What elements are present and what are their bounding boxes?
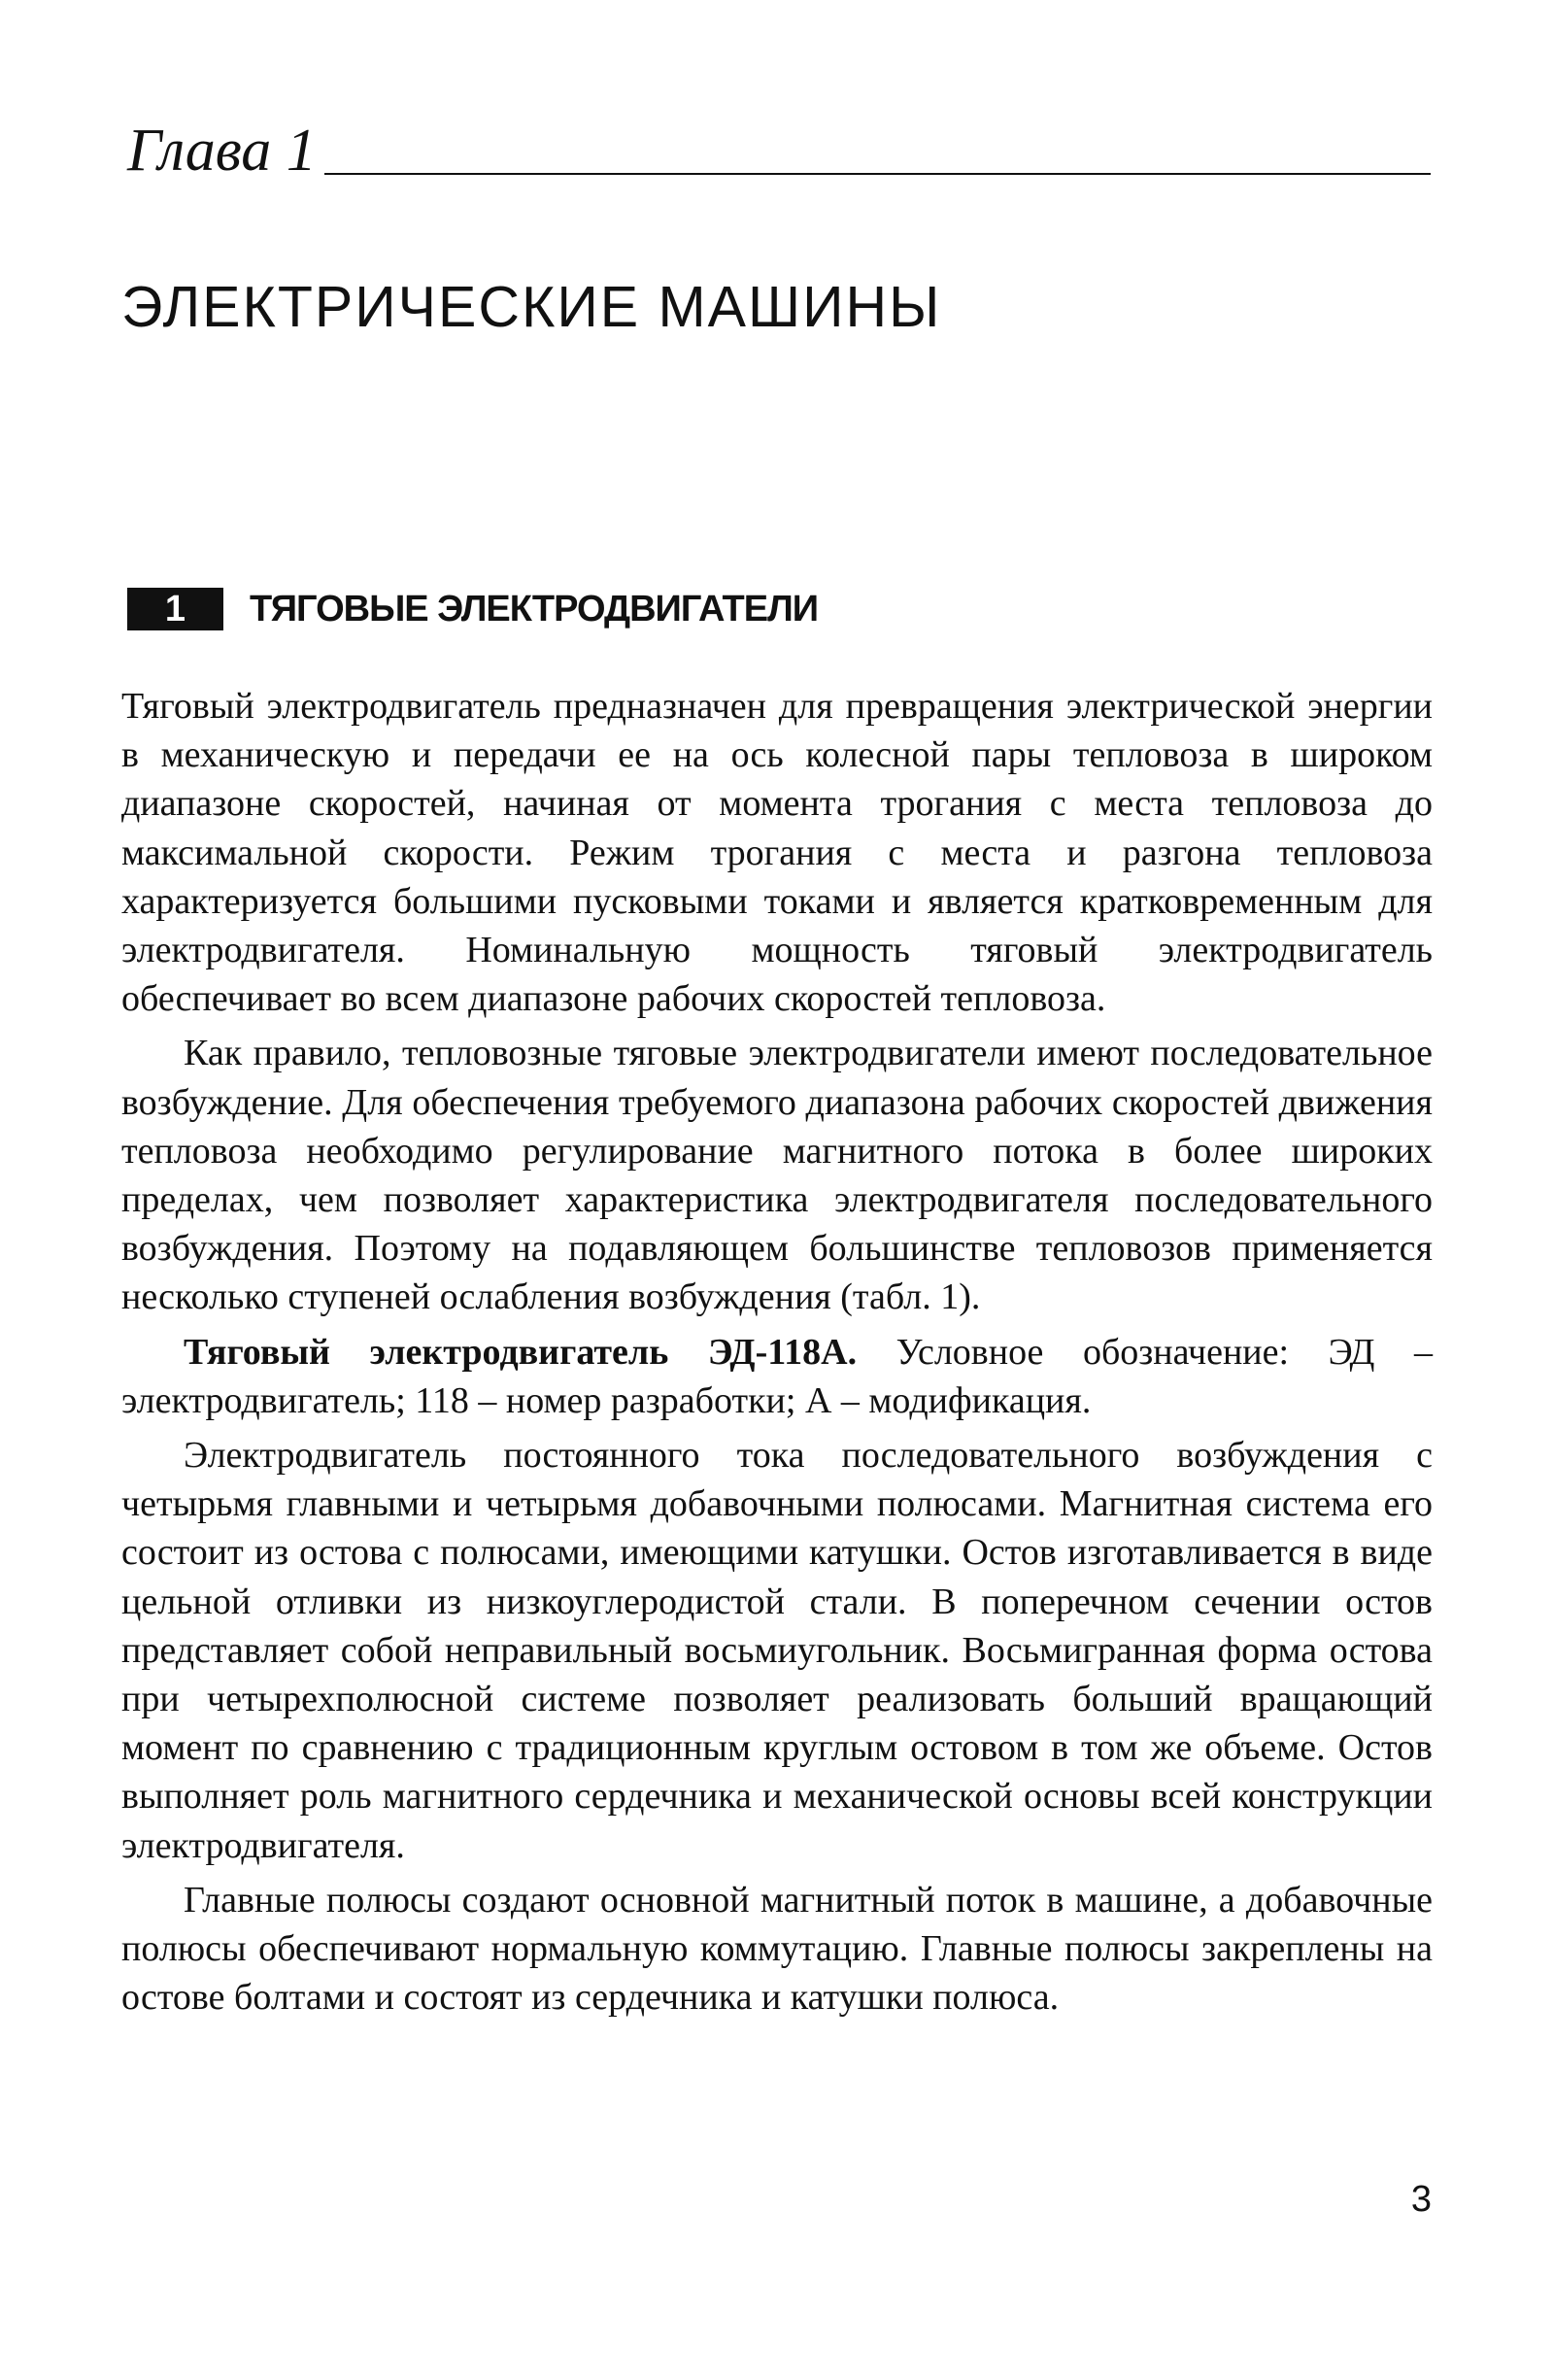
- chapter-header: [127, 118, 1431, 184]
- section-number-badge: 1: [127, 588, 223, 630]
- paragraph-3-lead-in: Тяговый электродвигатель ЭД-118А.: [184, 1331, 858, 1373]
- paragraph-5-text: Главные полюсы создают основной магнитный поток в машине, а добавочные полюсы обеспечивают нормальную коммутацию. Главные полюсы закреплены на остове болтами и состоят из сердечника и катушки полюса.: [121, 1879, 1433, 2019]
- paragraph-3: [121, 1328, 1433, 1425]
- paragraph-5: [121, 1876, 1433, 2023]
- body-text: [121, 682, 1433, 2027]
- chapter-rule: [324, 173, 1431, 175]
- paragraph-1: [121, 682, 1433, 1023]
- paragraph-4-text: Электродвигатель постоянного тока последовательного возбуждения с четырьмя главными и четырьмя добавочными полюсами. Магнитная система его состоит из остова с полюсами, имеющими катушки. Остов изготавливается в виде цельной отливки из низкоуглеродистой стали. В поперечном сечении остов представляет собой неправильный восьмиугольник. Восьмигранная форма остова при четырехполюсной системе позволяет реализовать больший вращающий момент по сравнению с традиционным круглым остовом в том же объеме. Остов выполняет роль магнитного сердечника и механической основы всей конструкции электродвигателя.: [121, 1435, 1433, 1866]
- section-heading: [127, 588, 818, 630]
- paragraph-3-text: Условное обозначение: ЭД – электродвигатель; 118 – номер разработки; А – модификация.: [121, 1331, 1433, 1421]
- page-number: 3: [1410, 2179, 1432, 2220]
- paragraph-4: [121, 1431, 1433, 1870]
- paragraph-1-text: Тяговый электродвигатель предназначен для превращения электрической энергии в механическую и передачи ее на ось колесной пары тепловоза в широком диапазоне скоростей, начиная от момента трогания с места тепловоза до максимальной скорости. Режим трогания с места и разгона тепловоза характеризуется большими пусковыми токами и является кратковременным для электродвигателя. Номинальную мощность тяговый электродвигатель обеспечивает во всем диапазоне рабочих скоростей тепловоза.: [121, 686, 1433, 1020]
- chapter-title: ЭЛЕКТРИЧЕСКИЕ МАШИНЫ: [121, 275, 942, 339]
- paragraph-2: [121, 1029, 1433, 1321]
- section-title: ТЯГОВЫЕ ЭЛЕКТРОДВИГАТЕЛИ: [250, 588, 819, 629]
- paragraph-2-text: Как правило, тепловозные тяговые электродвигатели имеют последовательное возбуждение. Для обеспечения требуемого диапазона рабочих скоростей движения тепловоза необходимо регулирование магнитного потока в более широких пределах, чем позволяет характеристика электродвигателя последовательного возбуждения. Поэтому на подавляющем большинстве тепловозов применяется несколько ступеней ослабления возбуждения (табл. 1).: [121, 1033, 1433, 1318]
- chapter-label: Глава 1: [127, 118, 317, 184]
